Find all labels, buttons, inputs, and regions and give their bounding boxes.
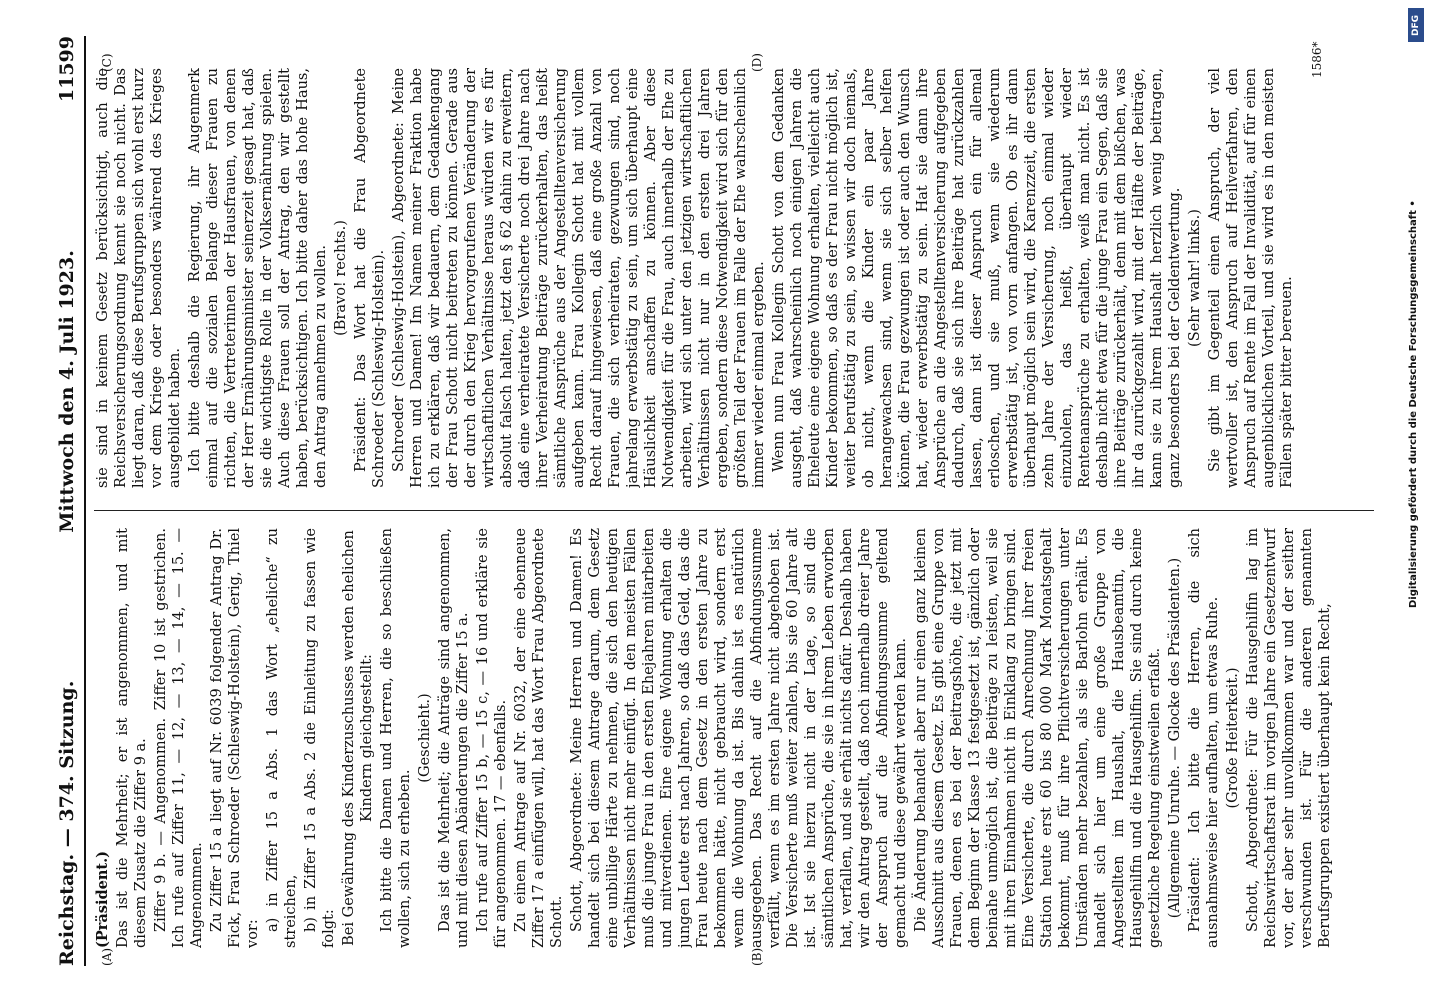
right-column-paragraph: sie sind in keinem Gesetz berücksichtigt, auch die Reichsversicherungsordnung kennt sie noch nicht. Das liegt daran, daß diese Berufsgruppen sich wohl erst kurz vor dem Kriege oder besonders während des Krieges ausgebildet haben. <box>95 68 183 488</box>
left-column-paragraph: Bei Gewährung des Kinderzuschusses werden ehelichen Kindern gleichgestellt: <box>341 530 375 946</box>
page-header <box>50 36 86 966</box>
left-column-paragraph: Das ist die Mehrheit; er ist angenommen, und mit diesem Zusatz die Ziffer 9 a. <box>115 528 149 948</box>
footer-code: 1586* <box>1310 41 1324 78</box>
right-column-paragraph: Präsident: Das Wort hat die Frau Abgeordnete Schroeder (Schleswig-Holstein). <box>353 68 387 488</box>
left-column-paragraph: (Präsident.) <box>94 851 111 948</box>
margin-marker-a: (A) <box>100 947 114 966</box>
right-column-paragraph: (Bravo! rechts.) <box>333 220 349 336</box>
left-column-paragraph: Ziffer 9 b. — Angenommen. Ziffer 10 ist gestrichen. Ich rufe auf Ziffer 11, — 12, — 13, — 14, — 15. — Angenommen. <box>153 528 205 948</box>
page-number: 11599 <box>56 36 78 103</box>
column-divider <box>94 510 1374 511</box>
left-column-paragraph: Die Änderung behandelt aber nur einen ganz kleinen Ausschnitt aus diesem Gesetz. Es gibt eine Gruppe von Frauen, denen es bei der Beitragshöhe, die jetzt mit dem Beginn der Klasse 13 festgesetzt ist, gänzlich oder beinahe unmöglich ist, die Beiträge zu leisten, weil sie mit ihren Einnahmen nicht in Einklang zu bringen sind. Eine Versicherte, die durch Anrechnung ihrer freien Station heute erst 60 bis 80 000 Mark Monatsgehalt bekommt, muß für ihre Pflichtversicherungen unter Umständen mehr bezahlen, als sie Barlohn erhält. Es handelt sich hier um eine große Gruppe von Angestellten im Haushalt, die Hausbeamtin, die Hausgehilfin und die Hausgehilfin. Sie sind durch keine gesetzliche Regelung einstweilen erfaßt. <box>913 528 1163 948</box>
margin-marker-c: (C) <box>100 53 114 72</box>
right-column-paragraph: (Sehr wahr! links.) <box>1187 209 1203 347</box>
rotated-page-content <box>50 36 1400 966</box>
left-column <box>94 528 1394 948</box>
side-strip <box>1406 0 1428 1000</box>
right-column-paragraph: Schroeder (Schleswig-Holstein), Abgeordnete: Meine Herren und Damen! Im Namen meiner Fraktion habe ich zu erklären, daß wir bedauern, dem Gedankengang der Frau Schott nicht beitreten zu können. Gerade aus der durch den Krieg hervorgerufenen Veränderung der wirtschaftlichen Verhältnisse heraus würden wir es für absolut falsch halten, jetzt den § 62 dahin zu erweitern, daß eine verheiratete Versicherte noch drei Jahre nach ihrer Verheiratung Beiträge zurückerhalten, das heißt sämtliche Ansprüche aus der Angestelltenversicherung aufgeben kann. Frau Kollegin Schott hat mit vollem Recht darauf hingewiesen, daß eine große Anzahl von Frauen, die sich verheiraten, gezwungen sind, noch jahrelang erwerbstätig zu sein, um sich überhaupt eine Häuslichkeit anschaffen zu können. Aber diese Notwendigkeit für die Frau, auch innerhalb der Ehe zu arbeiten, wird sich unter den jetzigen wirtschaftlichen Verhältnissen nicht nur in den ersten drei Jahren ergeben, sondern diese Notwendigkeit wird sich für den größten Teil der Frauen im Falle der Ehe wahrscheinlich immer wieder einmal ergeben. <box>391 68 767 488</box>
right-column-paragraph: Wenn nun Frau Kollegin Schott von dem Gedanken ausgeht, daß wahrscheinlich noch einigen Jahren die Eheleute eine eigene Wohnung erhalten, vielleicht auch Kinder bekommen, so daß es der Frau nicht möglich ist, weiter berufstätig zu sein, so wissen wir doch niemals, ob nicht, wenn die Kinder ein paar Jahre herangewachsen sind, wenn sie sich selber helfen können, die Frau gezwungen ist oder auch den Wunsch hat, wieder erwerbstätig zu sein. Hat sie dann ihre Ansprüche an die Angestelltenversicherung aufgegeben dadurch, daß sie sich ihre Beiträge hat zurückzahlen lassen, dann ist dieser Anspruch ein für allemal erloschen, und sie muß, wenn sie wiederum erwerbstätig ist, von vorn anfangen. Ob es ihr dann überhaupt möglich sein wird, die Karenzzeit, die ersten zehn Jahre der Versicherung, noch einmal wieder einzuholen, das heißt, überhaupt wieder Rentenansprüche zu erhalten, weiß man nicht. Es ist deshalb nicht etwa für die junge Frau ein Segen, daß sie ihre Beiträge zurückerhält, denn mit dem bißchen, was ihr da zurückgezahlt wird, mit der Hälfte der Beiträge, kann sie zu ihrem Haushalt herzlich wenig beitragen, ganz besonders bei der Geldentwertung. <box>771 68 1183 488</box>
margin-marker-b: (B) <box>750 947 764 966</box>
left-column-paragraph: Präsident: Ich bitte die Herren, die sich ausnahmsweise hier aufhalten, um etwas Ruhe. <box>1187 528 1221 948</box>
left-column-paragraph: b) in Ziffer 15 a Abs. 2 die Einleitung zu fassen wie folgt: <box>303 528 337 948</box>
margin-marker-d: (D) <box>750 53 764 72</box>
right-column-paragraph: Sie gibt im Gegenteil einen Anspruch, der viel wertvoller ist, den Anspruch auf Heilverfahren, den Anspruch auf Rente im Fall der Invalidität, auf für einen augenblicklichen Vorteil, und sie wird es in den meisten Fällen später bitter bereuen. <box>1207 68 1295 488</box>
digitization-credit: Digitalisierung gefördert durch die Deutsche Forschungsgemeinschaft • <box>1408 200 1419 608</box>
left-column-paragraph: Ich rufe auf Ziffer 15 b, — 15 c, — 16 und erkläre sie für angenommen. 17 — ebenfalls. <box>475 528 509 948</box>
left-column-paragraph: a) in Ziffer 15 a Abs. 1 das Wort „eheliche“ zu streichen, <box>265 528 299 948</box>
left-column-paragraph: Schott, Abgeordnete: Für die Hausgehilfin lag im Reichswirtschaftsrat im vorigen Jahre ein Gesetzentwurf vor, der aber sehr unvollkommen war und der seither verschwunden ist. Für die anderen genannten Berufsgruppen existiert überhaupt kein Recht, <box>1245 528 1333 948</box>
left-column-paragraph: Zu einem Antrage auf Nr. 6032, der eine ebenneue Ziffer 17 a einfügen will, hat das Wort Frau Abgeordnete Schott. <box>513 528 565 948</box>
header-date: Mittwoch den 4. Juli 1923. <box>56 250 78 533</box>
left-column-paragraph: Schott, Abgeordnete: Meine Herren und Damen! Es handelt sich bei diesem Antrage darum, dem Gesetz eine unbillige Härte zu nehmen, die sich den heutigen Verhältnissen nicht mehr einfügt. In den meisten Fällen muß die junge Frau in den ersten Ehejahren mitarbeiten und mitverdienen. Eine eigene Wohnung erhalten die jungen Leute erst nach Jahren, so daß das Geld, das die Frau heute nach dem Gesetz in den ersten Jahre zu bekommen hätte, nicht gebraucht wird, sondern erst wenn die Wohnung da ist. Bis dahin ist es natürlich ausgegeben. Das Recht auf die Abfindungssumme verfällt, wenn es im ersten Jahre nicht abgehoben ist. Die Versicherte muß weiter zahlen, bis sie 60 Jahre alt ist. Ist sie hierzu nicht in der Lage, so sind die sämtlichen Ansprüche, die sie in ihrem Leben erworben hat, verfallen, und sie erhält nichts dafür. Deshalb haben wir den Antrag gestellt, daß noch innerhalb dreier Jahre der Anspruch auf die Abfindungssumme geltend gemacht und diese gewährt werden kann. <box>569 528 909 948</box>
left-column-paragraph: Das ist die Mehrheit; die Anträge sind angenommen, und mit diesen Abänderungen die Ziffer 15 a. <box>437 528 471 948</box>
right-column-paragraph: Ich bitte deshalb die Regierung, ihr Augenmerk einmal auf die sozialen Belange dieser Frauen zu richten, die Vertreterinnen der Hausfrauen, von denen der Herr Ernährungsminister seinerzeit gesagt hat, daß sie die wichtigste Rolle in der Volksernährung spielen. Auch diese Frauen soll der Antrag, den wir gestellt haben, berücksichtigen. Ich bitte daher das hohe Haus, den Antrag annehmen zu wollen. <box>187 68 329 488</box>
header-left: Reichstag. — 374. Sitzung. <box>56 680 78 966</box>
left-column-paragraph: Ich bitte die Damen und Herren, die so beschließen wollen, sich zu erheben. <box>379 528 413 948</box>
left-column-paragraph: Zu Ziffer 15 a liegt auf Nr. 6039 folgender Antrag Dr. Fick, Frau Schroeder (Schleswig-Holstein), Gerig, Thiel vor: <box>209 528 261 948</box>
left-column-paragraph: (Allgemeine Unruhe. — Glocke des Präsidenten.) <box>1167 557 1183 919</box>
left-column-paragraph: (Große Heiterkeit.) <box>1225 667 1241 809</box>
dfg-logo: DFG <box>1408 8 1424 42</box>
left-column-paragraph: (Geschieht.) <box>417 693 433 783</box>
right-column <box>94 68 1394 488</box>
